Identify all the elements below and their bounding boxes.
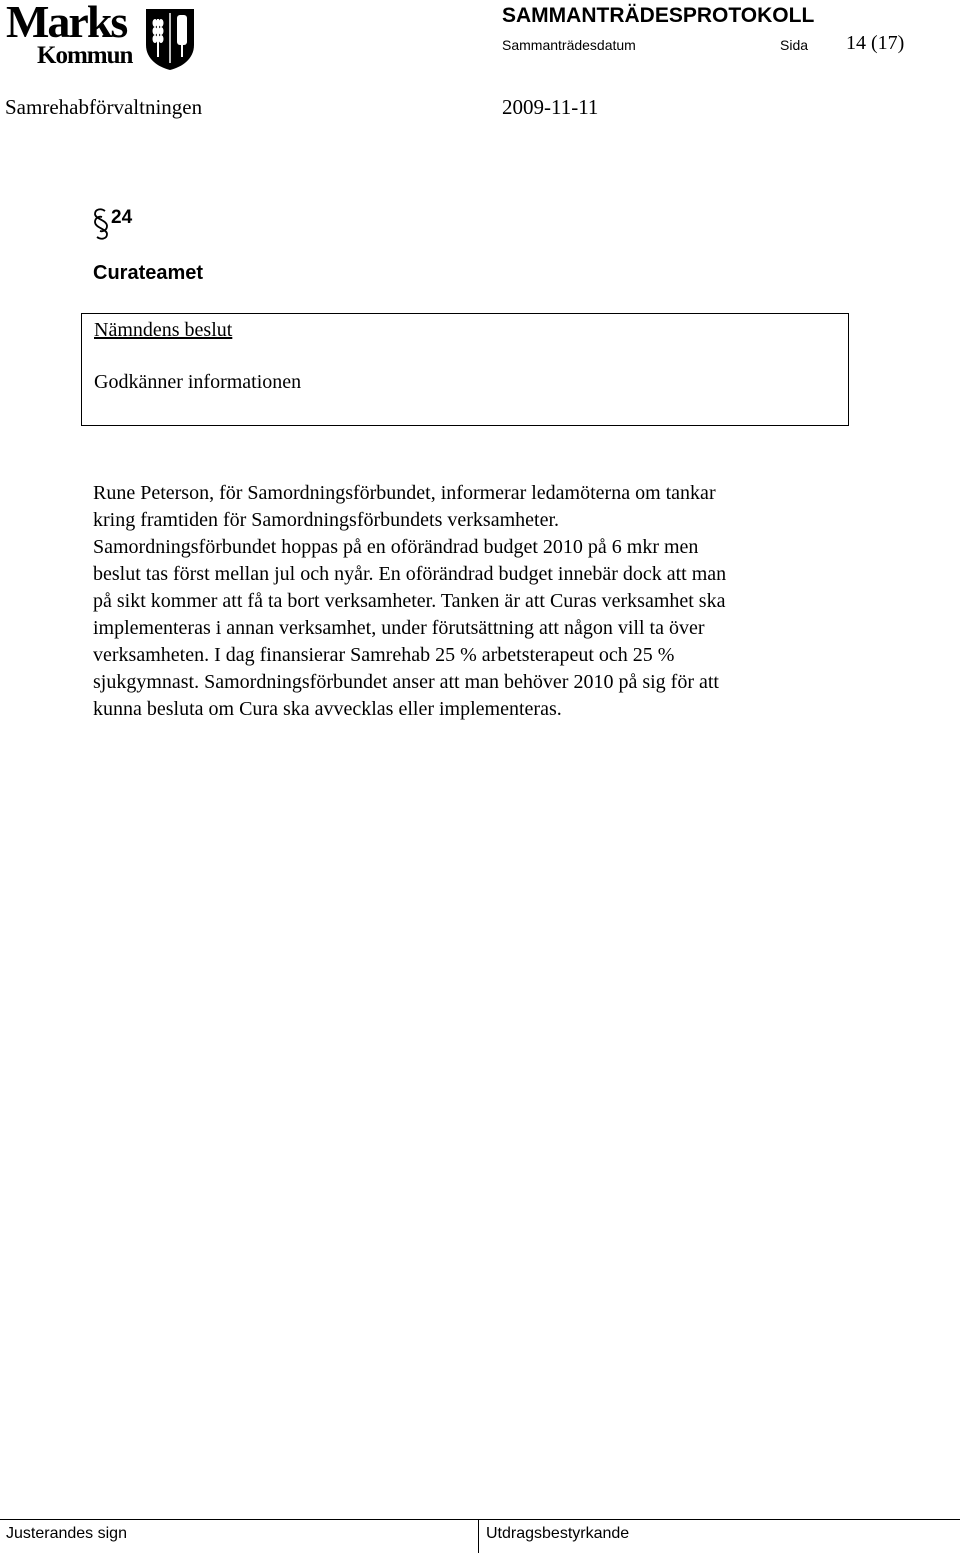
section-title: Curateamet: [93, 262, 204, 284]
logo-text-marks: Marks: [6, 0, 127, 47]
page-number: 14 (17): [846, 32, 905, 54]
municipality-logo: [6, 0, 196, 71]
department-name: Samrehabförvaltningen: [5, 95, 203, 119]
section-number: 24: [111, 207, 133, 228]
coat-of-arms-icon: [144, 7, 196, 71]
body-line: på sikt kommer att få ta bort verksamheter. Tanken är att Curas verksamhet ska: [93, 590, 726, 612]
paragraph-sign-icon: [90, 207, 112, 241]
body-line: Samordningsförbundet hoppas på en oförändrad budget 2010 på 6 mkr men: [93, 536, 699, 558]
meeting-date-label: Sammanträdesdatum: [502, 37, 636, 53]
body-paragraph: [93, 480, 853, 723]
meeting-date: 2009-11-11: [502, 95, 599, 119]
footer-separator: [478, 1519, 479, 1553]
body-line: beslut tas först mellan jul och nyår. En oförändrad budget innebär dock att man: [93, 563, 727, 585]
body-line: kunna besluta om Cura ska avvecklas eller implementeras.: [93, 698, 562, 720]
body-line: sjukgymnast. Samordningsförbundet anser att man behöver 2010 på sig för att: [93, 671, 719, 693]
footer-divider: [0, 1519, 960, 1520]
document-title: SAMMANTRÄDESPROTOKOLL: [502, 4, 815, 27]
body-line: verksamheten. I dag finansierar Samrehab 25 % arbetsterapeut och 25 %: [93, 644, 675, 666]
logo-text-kommun: Kommun: [37, 42, 133, 69]
footer-certification-label: Utdragsbestyrkande: [486, 1525, 630, 1542]
page-label: Sida: [780, 37, 809, 53]
body-line: implementeras i annan verksamhet, under förutsättning att någon vill ta över: [93, 617, 705, 639]
body-line: kring framtiden för Samordningsförbundets verksamheter.: [93, 509, 559, 531]
footer-signature-label: Justerandes sign: [6, 1525, 127, 1542]
decision-heading: Nämndens beslut: [94, 319, 233, 341]
decision-box: [81, 313, 849, 426]
body-line: Rune Peterson, för Samordningsförbundet, informerar ledamöterna om tankar: [93, 482, 716, 504]
decision-text: Godkänner informationen: [94, 371, 302, 393]
